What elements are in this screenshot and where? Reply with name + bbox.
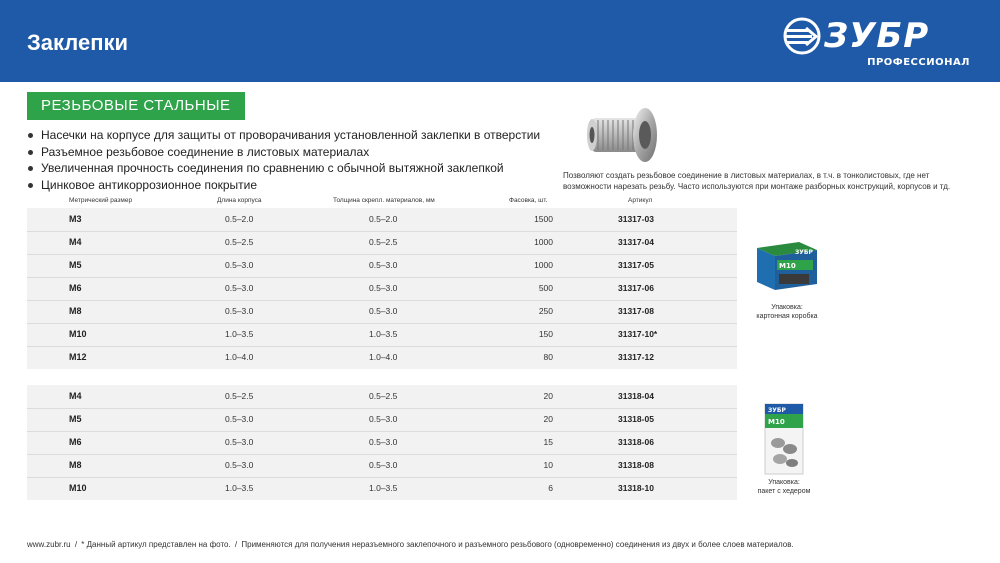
table-row — [27, 300, 737, 323]
feature-item: Цинковое антикоррозионное покрытие — [27, 177, 540, 194]
table-row — [27, 323, 737, 346]
cell-qty: 80 — [543, 352, 553, 362]
feature-item: Насечки на корпусе для защиты от проворачивания установленной заклепки в отверстии — [27, 127, 540, 144]
brand-logo — [782, 14, 982, 72]
feature-item: Увеличенная прочность соединения по сравнению с обычной вытяжной заклепкой — [27, 160, 540, 177]
cell-qty: 15 — [543, 437, 553, 447]
cell-article: 31318-04 — [618, 391, 654, 401]
box-caption — [737, 303, 837, 321]
box-brand-label: ЗУБР — [795, 249, 813, 256]
cell-size: М5 — [69, 414, 82, 424]
cell-thickness: 0.5–2.0 — [369, 214, 398, 224]
cell-thickness: 0.5–3.0 — [369, 283, 398, 293]
cell-length: 1.0–3.5 — [225, 483, 254, 493]
table-row — [27, 408, 737, 431]
table-row — [27, 208, 737, 231]
header-article: Артикул — [628, 197, 653, 204]
cell-thickness: 0.5–3.0 — [369, 306, 398, 316]
cell-article: 31317-06 — [618, 283, 654, 293]
box-size-label: М10 — [779, 262, 796, 270]
cell-qty: 20 — [543, 391, 553, 401]
cell-thickness: 0.5–3.0 — [369, 437, 398, 447]
header-thickness: Толщина скрепл. материалов, мм — [333, 197, 435, 204]
cell-length: 0.5–2.5 — [225, 237, 254, 247]
table-group-box — [27, 208, 737, 369]
table-row — [27, 431, 737, 454]
cell-article: 31317-08 — [618, 306, 654, 316]
cell-length: 0.5–3.0 — [225, 437, 254, 447]
cell-size: М12 — [69, 352, 87, 362]
box-caption-line2: картонная коробка — [756, 313, 818, 320]
cell-article: 31318-06 — [618, 437, 654, 447]
cardboard-box-image — [751, 238, 821, 294]
table-row — [27, 385, 737, 408]
logo-subtitle: ПРОФЕССИОНАЛ — [867, 57, 970, 68]
header-qty: Фасовка, шт. — [509, 197, 548, 204]
table-row — [27, 277, 737, 300]
bag-brand-label: ЗУБР — [768, 407, 786, 414]
cell-article: 31317-03 — [618, 214, 654, 224]
cell-thickness: 1.0–3.5 — [369, 329, 398, 339]
table-row — [27, 346, 737, 369]
cell-article: 31318-10 — [618, 483, 654, 493]
rivet-nut-image — [578, 104, 660, 166]
cell-thickness: 0.5–3.0 — [369, 260, 398, 270]
table-row — [27, 454, 737, 477]
cell-thickness: 0.5–3.0 — [369, 460, 398, 470]
cell-size: М10 — [69, 329, 87, 339]
cell-size: М10 — [69, 483, 87, 493]
cell-length: 0.5–3.0 — [225, 260, 254, 270]
cell-length: 0.5–2.5 — [225, 391, 254, 401]
footer-usage: Применяются для получения неразъемного заклепочного и разъемного резьбового (одновременно) соединения из двух и более слоев материалов. — [241, 540, 794, 549]
cell-qty: 20 — [543, 414, 553, 424]
cell-size: М6 — [69, 283, 82, 293]
header-size: Метрический размер — [69, 197, 133, 204]
footer-separator: / — [234, 540, 238, 549]
cell-qty: 500 — [538, 283, 553, 293]
cell-size: М3 — [69, 214, 82, 224]
cell-qty: 1500 — [534, 214, 553, 224]
bag-caption-line1: Упаковка: — [768, 479, 800, 486]
cell-thickness: 0.5–3.0 — [369, 414, 398, 424]
table-group-bag — [27, 385, 737, 500]
logo-wordmark: ЗУБР — [824, 16, 930, 56]
zubr-emblem-icon — [782, 16, 822, 56]
cell-length: 0.5–3.0 — [225, 283, 254, 293]
table-row — [27, 254, 737, 277]
cell-article: 31318-08 — [618, 460, 654, 470]
cell-size: М8 — [69, 306, 82, 316]
cell-size: М4 — [69, 237, 82, 247]
footer-note: * Данный артикул представлен на фото. — [81, 540, 231, 549]
cell-article: 31317-10* — [618, 329, 658, 339]
cell-article: 31317-12 — [618, 352, 654, 362]
bag-caption — [734, 478, 834, 496]
feature-item: Разъемное резьбовое соединение в листовых материалах — [27, 144, 540, 161]
footer-separator: / — [74, 540, 78, 549]
feature-list — [27, 127, 540, 193]
cell-size: М4 — [69, 391, 82, 401]
footer-site-link[interactable]: www.zubr.ru — [27, 540, 71, 549]
cell-length: 0.5–3.0 — [225, 414, 254, 424]
cell-article: 31317-04 — [618, 237, 654, 247]
cell-length: 0.5–3.0 — [225, 460, 254, 470]
cell-size: М6 — [69, 437, 82, 447]
cell-article: 31318-05 — [618, 414, 654, 424]
cell-thickness: 0.5–2.5 — [369, 391, 398, 401]
cell-length: 0.5–2.0 — [225, 214, 254, 224]
cell-size: М8 — [69, 460, 82, 470]
cell-qty: 10 — [543, 460, 553, 470]
header-length: Длина корпуса — [217, 197, 262, 204]
cell-thickness: 1.0–3.5 — [369, 483, 398, 493]
header-bar — [0, 0, 1000, 82]
cell-thickness: 0.5–2.5 — [369, 237, 398, 247]
cell-qty: 1000 — [534, 237, 553, 247]
box-caption-line1: Упаковка: — [771, 304, 803, 311]
table-row — [27, 477, 737, 500]
header-bag-image — [764, 403, 804, 475]
table-row — [27, 231, 737, 254]
cell-length: 1.0–3.5 — [225, 329, 254, 339]
cell-qty: 1000 — [534, 260, 553, 270]
cell-thickness: 1.0–4.0 — [369, 352, 398, 362]
cell-size: М5 — [69, 260, 82, 270]
bag-size-label: М10 — [768, 418, 785, 426]
cell-qty: 150 — [538, 329, 553, 339]
page-title: Заклепки — [27, 30, 129, 55]
cell-qty: 6 — [548, 483, 553, 493]
cell-length: 0.5–3.0 — [225, 306, 254, 316]
bag-caption-line2: пакет с хедером — [757, 488, 811, 495]
footer — [27, 540, 796, 549]
cell-article: 31317-05 — [618, 260, 654, 270]
product-description: Позволяют создать резьбовое соединение в листовых материалах, в т.ч. в тонколистовых, где нет возможности нарезать резьбу. Часто используются при монтаже разборных конструкций, корпусов и тд. — [563, 171, 951, 191]
section-badge: РЕЗЬБОВЫЕ СТАЛЬНЫЕ — [27, 92, 245, 120]
cell-length: 1.0–4.0 — [225, 352, 254, 362]
cell-qty: 250 — [538, 306, 553, 316]
